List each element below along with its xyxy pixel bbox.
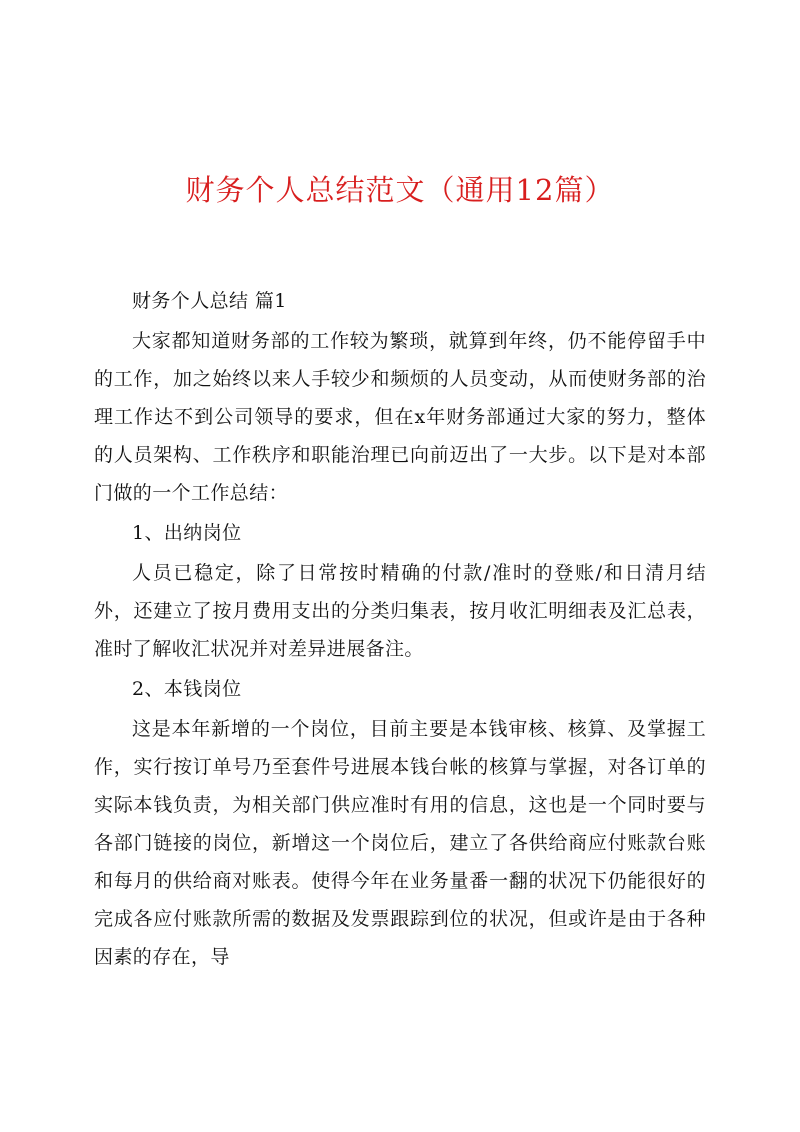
section-heading: 财务个人总结 篇1 <box>132 290 287 312</box>
document-title: 财务个人总结范文（通用12篇） <box>185 173 615 207</box>
intro-paragraph: 大家都知道财务部的工作较为繁琐，就算到年终，仍不能停留手中的工作，加之始终以来人手较少和频烦的人员变动，从而使财务部的治理工作达不到公司领导的要求，但在x年财务部通过大家的努力，整体的人员架构、工作秩序和职能治理已向前迈出了一大步。以下是对本部门做的一个工作总结： <box>94 330 706 504</box>
item2-heading: 2、本钱岗位 <box>132 678 242 700</box>
item1-heading: 1、出纳岗位 <box>132 522 242 544</box>
item1-paragraph: 人员已稳定，除了日常按时精确的付款/准时的登账/和日清月结外，还建立了按月费用支出的分类归集表，按月收汇明细表及汇总表，准时了解收汇状况并对差异进展备注。 <box>94 562 706 660</box>
document-body <box>94 282 706 976</box>
item2-paragraph: 这是本年新增的一个岗位，目前主要是本钱审核、核算、及掌握工作，实行按订单号乃至套件号进展本钱台帐的核算与掌握，对各订单的实际本钱负责，为相关部门供应准时有用的信息，这也是一个同时要与各部门链接的岗位，新增这一个岗位后，建立了各供给商应付账款台账和每月的供给商对账表。使得今年在业务量番一翻的状况下仍能很好的完成各应付账款所需的数据及发票跟踪到位的状况，但或许是由于各种因素的存在，导 <box>94 718 706 968</box>
